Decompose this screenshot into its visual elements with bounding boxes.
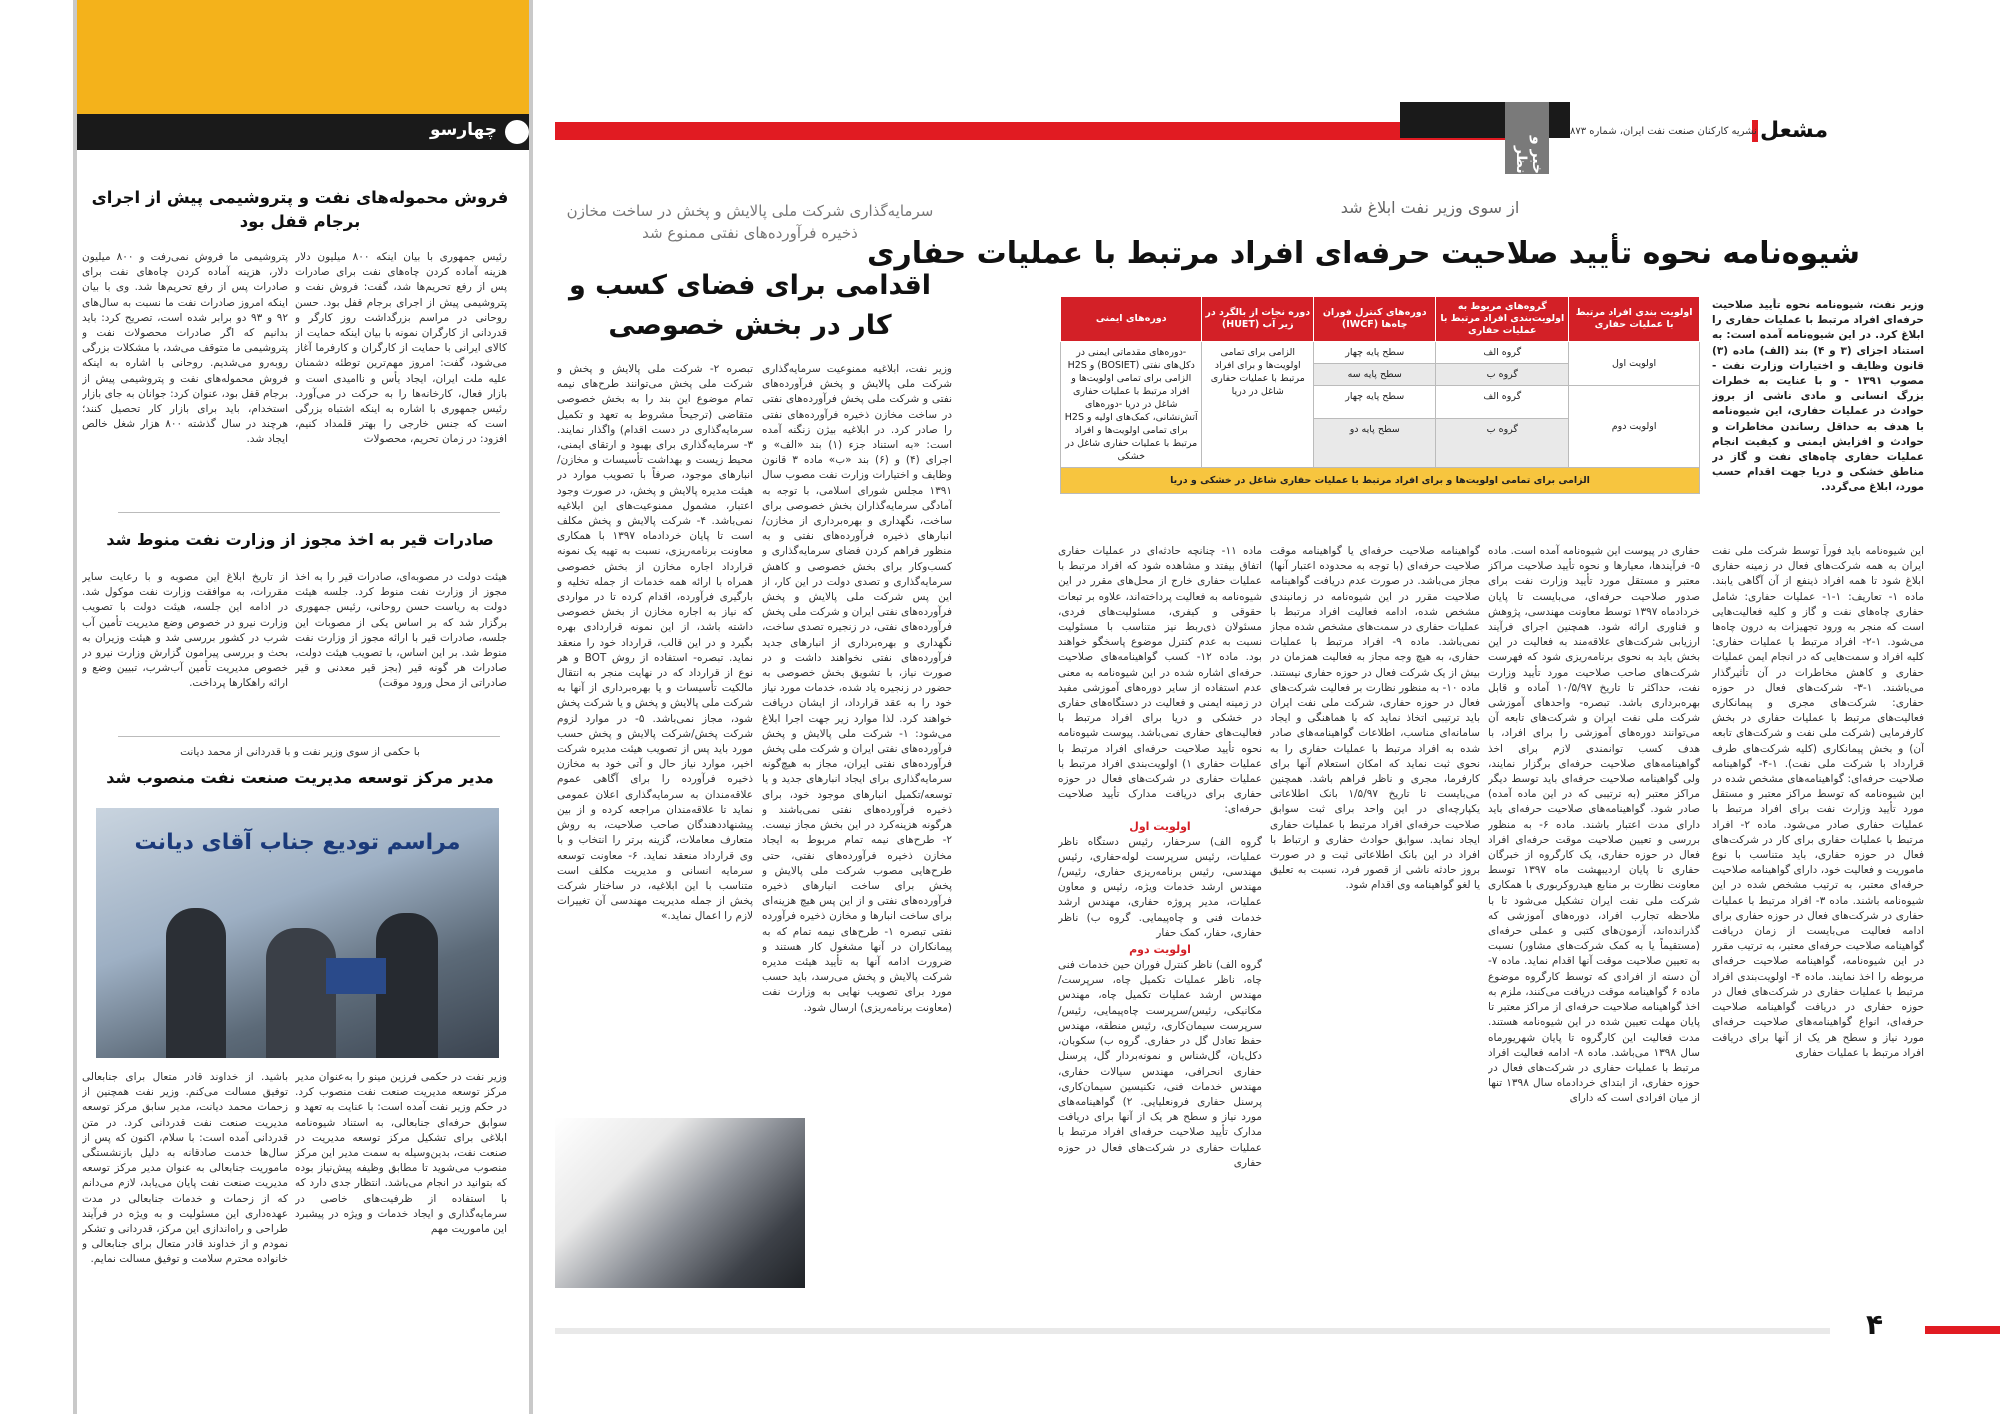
table-cell: سطح پایه سه — [1314, 364, 1436, 386]
table-cell: گروه الف — [1436, 386, 1569, 419]
article-a-headline: شیوه‌نامه نحوه تأیید صلاحیت حرفه‌ای افراد مرتبط با عملیات حفاری — [866, 236, 1860, 271]
sidebar-story1-col-right: رئیس جمهوری با بیان اینکه ۸۰۰ میلیون دلار هزینه آماده کردن چاه‌های نفت برای صادرات پس از رفع تحریم‌ها شد، گفت: فروش نفت و پتروشیمی پیش از اجرای برجام قفل بود. حسن روحانی در مراسم بزرگداشت روز کارگر و قدردانی از کارگران نمونه با بیان اینکه حمایت از کالای ایرانی با حمایت از کارگران و کارفرما آغاز می‌شود، گفت: امروز مهم‌ترین توطئه دشمنان علیه ملت ایران، ایجاد یأس و ناامیدی است و بازار فعال، کارخانه‌ها را به حرکت در می‌آورد. رئیس جمهوری با اشاره به اینکه اشتباه بزرگی است که جنس خارجی را بهتر قلمداد کنیم، افزود: در زمان تحریم، محصولات — [295, 251, 507, 446]
sidebar-story2-col-left: از تاریخ ابلاغ این مصوبه و با رعایت سایر مقررات، به موافقت وزارت نفت موکول شد. در ادامه این جلسه، هیئت دولت با تصویب وزارت نیرو در خصوص وضع مدیریت تأمین آب شرب در کشور بررسی شد و هیئت وزیران به بحث و بررسی پیرامون گزارش وزارت نیرو در خصوص مدیریت تأمین آب‌شرب، تبیین وضع و ارائه راهکارها پرداخت. — [82, 571, 288, 690]
table-cell: گروه الف — [1436, 342, 1569, 364]
divider — [118, 512, 500, 513]
sidebar-story1-col-left: پتروشیمی ما فروش نمی‌رفت و ۸۰۰ میلیون دلار، هزینه آماده کردن چاه‌های نفت برای صادرات پس از رفع تحریم‌ها شد. وی با بیان اینکه امروز صادرات نفت ما نسبت به سال‌های ۹۲ و ۹۳ دو برابر شده است، تصریح کرد: باید بدانیم که اگر صادرات محصولات نفت و پتروشیمی ما متوقف می‌شد، با مشکلات بزرگی روبه‌رو می‌شدیم. روحانی با اشاره به اینکه فروش محموله‌های نفت و پتروشیمی پیش از برجام قفل بود، عنوان کرد: جوانان به جای بازار استخدام، باید برای بازار کار تحصیل کنند؛ هرچند در سال گذشته ۸۰۰ هزار شغل خالص ایجاد شد. — [82, 251, 288, 446]
table-cell: اولویت دوم — [1569, 386, 1700, 468]
table-header: اولویت بندی افراد مرتبط با عملیات حفاری — [1569, 297, 1700, 342]
page-number: ۴ — [1866, 1308, 1884, 1341]
article-a-col-1: این شیوه‌نامه باید فوراً توسط شرکت ملی نفت ایران به همه شرکت‌های فعال در زمینه حفاری ابلاغ شود تا همه افراد ذینفع از آن آگاهی یابند. ماده ۱- تعاریف: ۱-۱- عملیات حفاری: شامل حفاری چاه‌های نفت و گاز و کلیه فعالیت‌هایی است که منجر به ورود تجهیزات به درون چاه‌ها می‌شود. ۱-۲- افراد مرتبط با عملیات حفاری: کلیه افراد و سمت‌هایی که در انجام ایمن عملیات حفاری و کاهش مخاطرات در آن تأثیرگذار می‌باشند. ۱-۳- شرکت‌های فعال در حوزه حفاری: شرکت‌های مجری و پیمانکاری فعالیت‌های مرتبط با عملیات حفاری در بخش کارفرمایی (شرکت ملی نفت و شرکت‌های تابعه آن) و بخش پیمانکاری (کلیه شرکت‌های طرف قرارداد با شرکت ملی نفت). ۱-۴- گواهینامه صلاحیت حرفه‌ای: گواهینامه‌های مشخص شده در این شیوه‌نامه که توسط مراکز معتبر و مستقل مورد تأیید وزارت نفت برای افراد مرتبط با عملیات حفاری صادر می‌شود. ماده ۲- افراد مرتبط با عملیات حفاری برای کار در شرکت‌های فعال در حوزه حفاری، باید متناسب با نوع ماموریت و فعالیت خود، دارای گواهینامه صلاحیت حرفه‌ای معتبر، به ترتیب مشخص شده در این شیوه‌نامه باشند. ماده ۳- افراد مرتبط با عملیات حفاری در شرکت‌های فعال در حوزه حفاری برای ادامه فعالیت می‌بایست از زمان دریافت گواهینامه صلاحیت حرفه‌ای معتبر، به ترتیب مقرر در این شیوه‌نامه، گواهینامه صلاحیت حرفه‌ای مربوطه را اخذ نمایند. ماده ۴- اولویت‌بندی افراد مرتبط با عملیات حفاری در شرکت‌های فعال در حوزه حفاری در دریافت گواهینامه صلاحیت حرفه‌ای، انواع گواهینامه‌های صلاحیت حرفه‌ای مورد نیاز و سطح هر یک از آنها برای دریافت افراد مرتبط با عملیات حفاری — [1712, 545, 1924, 1059]
priority-heading: اولویت اول — [1129, 819, 1191, 833]
sidebar-story2-col-right: هیئت دولت در مصوبه‌ای، صادرات قیر را به اخذ مجوز از وزارت نفت منوط کرد. جلسه هیئت دولت به ریاست حسن روحانی، رئیس جمهوری برگزار شد که بر اساس یکی از مصوبات این جلسه، صادرات قیر با ارائه مجوز از وزارت نفت منوط شد. بر این اساس، با تصویب هیئت دولت، صادرات هر گونه قیر (بجز قیر معدنی و قیر صادراتی از محل ورود موقت) — [295, 571, 507, 690]
table-header: دوره نجات از بالگرد در زیر آب (HUET) — [1202, 297, 1314, 342]
binoculars-icon — [505, 120, 529, 144]
sidebar-yellow-header — [77, 0, 529, 114]
sidebar-title: چهارسو — [429, 120, 497, 140]
section-tab — [1505, 102, 1549, 174]
sidebar-story1-headline: فروش محموله‌های نفت و پتروشیمی پیش از اجرای برجام قفل بود — [91, 188, 509, 231]
table-footer: الزامی برای تمامی اولویت‌ها و برای افراد مرتبط با عملیات حفاری شاغل در خشکی و دریا — [1061, 468, 1700, 494]
masthead-subtitle: نشریه کارکنان صنعت نفت ایران، شماره ۸۷۳ — [1570, 126, 1757, 137]
ceremony-photo — [96, 808, 499, 1058]
article-a-col-4 — [1058, 544, 1262, 1314]
article-a-col-2: حفاری در پیوست این شیوه‌نامه آمده است. ماده ۵- فرآیندها، معیارها و نحوه تأیید صلاحیت مراکز معتبر و مستقل مورد تأیید وزارت نفت برای صدور صلاحیت حرفه‌ای، می‌بایست تا پایان خردادماه ۱۳۹۷ توسط معاونت مهندسی، پژوهش و فناوری ارائه شود. همچنین اجرای فرآیند ارزیابی شرکت‌های علاقه‌مند به فعالیت در این بخش باید به نحوی برنامه‌ریزی شود که فهرست شرکت‌های صاحب صلاحیت مورد تأیید وزارت نفت، حداکثر تا تاریخ ۱۰/۵/۹۷ آماده و قابل بهره‌برداری باشد. تبصره- واحدهای آموزشی شرکت ملی نفت ایران و شرکت‌های تابعه آن می‌توانند دوره‌های آموزشی را برای افراد، با هدف کسب توانمندی لازم برای اخذ گواهینامه‌های صلاحیت حرفه‌ای برگزار نمایند، ولی گواهینامه صلاحیت حرفه‌ای باید توسط دیگر مراکز معتبر (به ترتیبی که در این ماده آمده) صادر شود. گواهینامه‌های صلاحیت حرفه‌ای باید دارای مدت اعتبار باشند. ماده ۶- به منظور بررسی و تعیین صلاحیت موقت حرفه‌ای افراد فعال در حوزه حفاری، یک کارگروه از خبرگان حفاری تا پایان اردیبهشت ماه ۱۳۹۷ توسط معاونت نظارت بر منابع هیدروکربوری با همکاری شرکت ملی نفت ایران تشکیل می‌شود تا با ملاحظه تجارب افراد، دوره‌های آموزشی که گذرانده‌اند، آزمون‌های کتبی و عملی حرفه‌ای (مستقیماً یا به کمک شرکت‌های مشاور) نسبت به تعیین صلاحیت موقت آنها اقدام نماید. ماده ۷- آن دسته از افرادی که توسط کارگروه موضوع ماده ۶ گواهینامه موقت دریافت می‌کنند، ملزم به اخذ گواهینامه صلاحیت حرفه‌ای از مراکز معتبر تا پایان مهلت تعیین شده در این شیوه‌نامه هستند. مدت فعالیت این کارگروه تا پایان شهریورماه سال ۱۳۹۸ می‌باشد. ماده ۸- ادامه فعالیت افراد مرتبط با عملیات حفاری در شرکت‌های فعال در حوزه حفاری، از ابتدای خردادماه سال ۱۳۹۸ تنها از میان افرادی است که دارای — [1488, 545, 1700, 1105]
photo-banner-text: مراسم تودیع جناب آقای دیانت — [134, 830, 461, 855]
table-header: دوره‌های ایمنی — [1061, 297, 1202, 342]
article-a-col-3: گواهینامه صلاحیت حرفه‌ای یا گواهینامه موقت صلاحیت حرفه‌ای (با توجه به محدوده اعتبار آنها) مجاز می‌باشد. در صورت عدم دریافت گواهینامه صلاحیت مقرر در این شیوه‌نامه در زمانبندی مشخص شده، ادامه فعالیت افراد مرتبط با عملیات حفاری در سمت‌های مشخص شده مجاز نمی‌باشد. ماده ۹- افراد مرتبط با عملیات حفاری، به هیچ وجه مجاز به فعالیت همزمان در بیش از یک شرکت فعال در حوزه حفاری نیستند. ماده ۱۰- به منظور نظارت بر فعالیت شرکت‌های فعال در حوزه حفاری، شرکت ملی نفت ایران باید ترتیبی اتخاذ نماید که با هماهنگی و ایجاد سامانه‌ای مناسب، اطلاعات گواهینامه‌های صادر شده به افراد مرتبط با عملیات حفاری را به نحوی ثبت نماید که امکان استعلام آنها برای کارفرما، مجری و ناظر فراهم باشد. همچنین می‌بایست تا تاریخ ۱/۵/۹۷ بانک اطلاعاتی یکپارچه‌ای در این واحد برای ثبت سوابق صلاحیت حرفه‌ای افراد مرتبط با عملیات حفاری ایجاد نماید. سوابق حوادث حفاری و ارتباط با افراد در این بانک اطلاعاتی ثبت و در صورت بروز حادثه ناشی از قصور فرد، نسبت به تعلیق یا لغو گواهینامه وی اقدام شود. — [1270, 545, 1480, 892]
minister-photo — [555, 1118, 805, 1288]
article-a-kicker: از سوی وزیر نفت ابلاغ شد — [1340, 198, 1520, 217]
section-label: خبر و نظر — [1513, 135, 1545, 174]
plaque — [326, 958, 386, 994]
article-b-kicker: سرمایه‌گذاری شرکت ملی پالایش و پخش در ساخت مخازن ذخیره فرآورده‌های نفتی ممنوع شد — [566, 202, 934, 242]
article-b-col-right: وزیر نفت، ابلاغیه ممنوعیت سرمایه‌گذاری شرکت ملی پالایش و پخش فرآورده‌های نفتی و شرکت ملی پخش فرآورده‌های نفتی در ساخت مخازن ذخیره فرآورده‌های نفتی را صادر کرد. در ابلاغیه بیژن زنگنه آمده است: «به استناد جزء (۱) بند «الف» و اجرای (۴) و (۶) بند «ب» ماده ۳ قانون وظایف و اختیارات وزارت نفت مصوب سال ۱۳۹۱ مجلس شورای اسلامی، با توجه به آمادگی سرمایه‌گذاران بخش خصوصی برای ساخت، نگهداری و بهره‌برداری از مخازن/انبارهای ذخیره فرآورده‌های نفتی و به منظور فراهم کردن فضای سرمایه‌گذاری و کسب‌وکار برای بخش خصوصی و کاهش سرمایه‌گذاری و تصدی دولت در این کار، از این پس شرکت ملی پالایش و پخش فرآورده‌های نفتی ایران و شرکت ملی پخش فرآورده‌های نفتی، در زنجیره تصدی ساخت، نگهداری و بهره‌برداری از انبارهای جدید فرآورده‌های نفتی نخواهند داشت و در صورت نیاز، با تشویق بخش خصوصی به حضور در زنجیره یاد شده، خدمات مورد نیاز خود را به عقد قرارداد، از ایشان دریافت خواهند کرد. لذا موارد زیر جهت اجرا ابلاغ می‌شود: ۱- شرکت ملی پالایش و پخش فرآورده‌های نفتی ایران و شرکت ملی پخش فرآورده‌های نفتی ایران، مجاز به هیچ‌گونه سرمایه‌گذاری برای ایجاد انبارهای جدید و یا توسعه/تکمیل انبارهای موجود خود، برای ذخیره فرآورده‌های نفتی نمی‌باشند و هرگونه هزینه‌کرد در این بخش مجاز نیست. ۲- طرح‌های نیمه تمام مربوط به ایجاد مخازن ذخیره فرآورده‌های نفتی، حتی طرح‌هایی مصوب شرکت ملی پالایش و پخش برای ساخت انبارهای ذخیره فرآورده‌های نفتی و از این پس هیچ هزینه‌ای برای ساخت انبارها و مخازن ذخیره فرآورده نفتی تبصره ۱- طرح‌های نیمه تمام که به پیمانکاران در آنها مشغول کار هستند و ضرورت ادامه آنها به تأیید هیئت مدیره شرکت پالایش و پخش می‌رسد، باید حسب مورد برای تصویب نهایی به وزارت نفت (معاونت برنامه‌ریزی) ارسال شود. — [762, 363, 952, 1014]
article-a-col-4-end: گروه الف) ناظر کنترل فوران حین خدمات فنی چاه، ناظر عملیات تکمیل چاه، سرپرست/مهندس ارشد عملیات تکمیل چاه، مهندس مکانیکی، رئیس/سرپرست چاه‌پیمایی، رئیس/سرپرست سیمان‌کاری، رئیس منطقه، مهندس حفظ تعادل گل در حفاری. گروه ب) سکوبان، دکل‌بان، گل‌شناس و نمونه‌بردار گل، پرسنل حفاری انحرافی، مهندس سیالات حفاری، مهندس خدمات فنی، تکنیسین سیمان‌کاری، پرسنل حفاری فرونعلیایی. ۲) گواهینامه‌های مورد نیاز و سطح هر یک از آنها برای دریافت مدارک تأیید صلاحیت حرفه‌ای افراد مرتبط با عملیات حفاری در شرکت‌های فعال در حوزه حفاری — [1058, 959, 1262, 1169]
sidebar-story3-headline: مدیر مرکز توسعه مدیریت صنعت نفت منصوب شد — [106, 768, 494, 787]
sidebar-story3-col-left: باشید. از خداوند قادر متعال برای جنابعالی توفیق مسالت می‌کنم. وزیر نفت همچنین از زحمات محمد دیانت، مدیر سابق مرکز توسعه مدیریت صنعت نفت قدردانی کرد. در متن قدردانی آمده است: با سلام، اکنون که پس از سال‌ها خدمت صادقانه به دلیل بازنشستگی ماموریت جنابعالی به عنوان مدیر مرکز توسعه مدیریت صنعت نفت پایان می‌یابد، لازم می‌دانم که از زحمات و خدمات جنابعالی در مدت عهده‌داری این مسئولیت و به ویژه در فرآیند طراحی و راه‌اندازی این مرکز، قدردانی و تشکر نمودم و از خداوند قادر متعال برای جنابعالی و خانواده محترم سلامت و توفیق مسالت نمایم. — [82, 1071, 288, 1266]
table-header: گروه‌های مربوط به اولویت‌بندی افراد مرتبط با عملیات حفاری — [1436, 297, 1569, 342]
table-cell: الزامی برای تمامی اولویت‌ها و برای افراد مرتبط با عملیات حفاری شاغل در دریا — [1202, 342, 1314, 468]
table-header: دوره‌های کنترل فوران چاه‌ها (IWCF) — [1314, 297, 1436, 342]
footer-rule — [555, 1328, 1830, 1334]
sidebar-story2-headline: صادرات قیر به اخذ مجوز از وزارت نفت منوط شد — [106, 530, 494, 549]
sidebar-title-band — [77, 114, 529, 150]
article-a-col-4-mid: گروه الف) سرحفار، رئیس دستگاه ناظر عملیات، رئیس سرپرست لوله‌حفاری، رئیس مهندسی، رئیس برنامه‌ریزی حفاری، رئیس/مهندس ارشد خدمات ویژه، رئیس و معاون عملیات، مدیر پروژه حفاری، مهندس ارشد خدمات فنی و چاه‌پیمایی. گروه ب) ناظر حفاری، حفار، کمک حفار — [1058, 835, 1262, 939]
table-cell: سطح پایه دو — [1314, 419, 1436, 468]
masthead-logo: مشعل — [1760, 118, 1829, 143]
table-cell: اولویت اول — [1569, 342, 1700, 386]
masthead-red-bar — [555, 122, 1515, 140]
table-cell: سطح پایه چهار — [1314, 342, 1436, 364]
article-a-lead: وزیر نفت، شیوه‌نامه نحوه تأیید صلاحیت حرفه‌ای افراد مرتبط با عملیات حفاری را ابلاغ کرد. در این شیوه‌نامه آمده است: به استناد اجزای (۳ و ۴) بند (الف) ماده (۳) قانون وظایف و اختیارات وزارت نفت - مصوب ۱۳۹۱ - و با عنایت به خطرات بزرگ انسانی و مادی ناشی از بروز حوادث در عملیات حفاری، این شیوه‌نامه با هدف به حداقل رساندن مخاطرات و حوادث و افزایش ایمنی و کیفیت انجام عملیات حفاری چاه‌های نفت و گاز در مناطق خشکی و دریا جهت اقدام حسب مورد، ابلاغ می‌گردد. — [1712, 299, 1924, 494]
article-a-col-4-text: ماده ۱۱- چنانچه حادثه‌ای در عملیات حفاری اتفاق بیفتد و مشاهده شود که افراد مرتبط با عملیات حفاری خارج از محل‌های مقرر در این شیوه‌نامه به فعالیت پرداخته‌اند، علاوه بر تبعات حقوقی و کیفری، مسئولیت‌های فردی، مسئولان ذی‌ربط نیز متناسب با مسئولیت نسبت به عدم کنترل موضوع پاسخگو خواهند بود. ماده ۱۲- کسب گواهینامه‌های صلاحیت حرفه‌ای اشاره شده در این شیوه‌نامه به معنی عدم استفاده از سایر دوره‌های آموزشی مفید در زمینه ایمنی و فعالیت در دستگاه‌های حفاری در خشکی و دریا برای افراد مرتبط با فعالیت‌های حفاری نمی‌باشد. پیوست شیوه‌نامه نحوه تأیید صلاحیت حرفه‌ای افراد مرتبط با عملیات حفاری ۱) اولویت‌بندی افراد مرتبط با عملیات حفاری در شرکت‌های فعال در حوزه حفاری برای دریافت مدارک تأیید صلاحیت حرفه‌ای: — [1058, 545, 1262, 816]
table-cell: گروه ب — [1436, 364, 1569, 386]
footer-red-accent — [1925, 1326, 2000, 1334]
table-cell: سطح پایه چهار — [1314, 386, 1436, 419]
article-b-headline: اقدامی برای فضای کسب و کار در بخش خصوصی — [568, 270, 932, 341]
person-figure — [166, 908, 226, 1058]
article-b-col-left: تبصره ۲- شرکت ملی پالایش و پخش و شرکت ملی پخش می‌توانند طرح‌های نیمه تمام موضوع این بند را به بخش خصوصی متقاضی (ترجیحاً مشروط به تعهد و تکمیل سرمایه‌گذاری در دست اقدام) واگذار نمایند. ۳- سرمایه‌گذاری برای بهبود و ارتقای ایمنی، محیط زیست و بهداشت تأسیسات و مخازن/انبارهای موجود، صرفاً با تصویب موارد در هیئت مدیره پالایش و پخش، در صورت وجود اعتبار، مشمول ممنوعیت‌های این ابلاغیه نمی‌باشد. ۴- شرکت پالایش و پخش مکلف است تا پایان خردادماه ۱۳۹۷ با همکاری معاونت برنامه‌ریزی، نسبت به تهیه یک نمونه قرارداد اجاره مخازن از بخش خصوصی همراه با ارائه همه خدمات از جمله تخلیه و بارگیری فرآورده، اقدام کرده تا در مواردی که نیاز به اجاره مخازن از بخش خصوصی داشته باشد، از این نمونه قراردادی بهره بگیرد و در این قالب، قرارداد خود را منعقد نماید. تبصره- استفاده از روش BOT و هر نوع از قرارداد که در نهایت منجر به انتقال مالکیت تأسیسات و یا بهره‌برداری از آنها به شرکت ملی پالایش و پخش و یا شرکت پخش شود، مجاز نمی‌باشد. ۵- در موارد لزوم شرکت پخش/شرکت پالایش و پخش حسب مورد باید پس از تصویب هیئت مدیره شرکت اخیر، موارد نیاز حال و آتی خود به مخازن ذخیره فرآورده را برای آگاهی عموم علاقه‌مندان به سرمایه‌گذاری اعلان عمومی نماید تا علاقه‌مندان مراجعه کرده و از بین پیشنهاددهندگان صاحب صلاحیت، به روش متعارف معاملات، گزینه برتر را انتخاب و با وی قرارداد منعقد نماید. ۶- معاونت توسعه سرمایه انسانی و مدیریت مکلف است متناسب با این ابلاغیه، در ساختار شرکت پخش از جمله مدیریت مهندسی آن تغییرات لازم را اعمال نماید.» — [557, 363, 753, 923]
table-cell: گروه ب — [1436, 419, 1569, 468]
certification-table — [1060, 296, 1700, 494]
sidebar-story3-kicker: با حکمی از سوی وزیر نفت و با قدردانی از محمد دیانت — [180, 746, 420, 758]
table-cell: -دوره‌های مقدماتی ایمنی در دکل‌های نفتی (BOSIET) و H2S الزامی برای تمامی اولویت‌ها و افراد مرتبط با عملیات حفاری شاغل در دریا -دوره‌های آتش‌نشانی، کمک‌های اولیه و H2S برای تمامی اولویت‌ها و افراد مرتبط با عملیات حفاری شاغل در خشکی — [1061, 342, 1202, 468]
priority-heading: اولویت دوم — [1129, 943, 1191, 957]
divider — [118, 736, 500, 737]
sidebar-story3-col-right: وزیر نفت در حکمی فرزین مینو را به‌عنوان مدیر مرکز توسعه مدیریت صنعت نفت منصوب کرد. در حکم وزیر نفت آمده است: با عنایت به تعهد و سوابق حرفه‌ای جنابعالی، به استناد شیوه‌نامه ابلاغی برای تشکیل مرکز توسعه مدیریت در صنعت نفت، بدین‌وسیله به سمت مدیر این مرکز منصوب می‌شوید تا مطابق وظیفه پیش‌نیاز بوده که بتوانید در انجام می‌باشد. انتظار جدی دارد که با استفاده از ظرفیت‌های خاصی در سرمایه‌گذاری و ایجاد خدمات و ویژه در پیشبرد این ماموریت مهم — [295, 1071, 507, 1236]
